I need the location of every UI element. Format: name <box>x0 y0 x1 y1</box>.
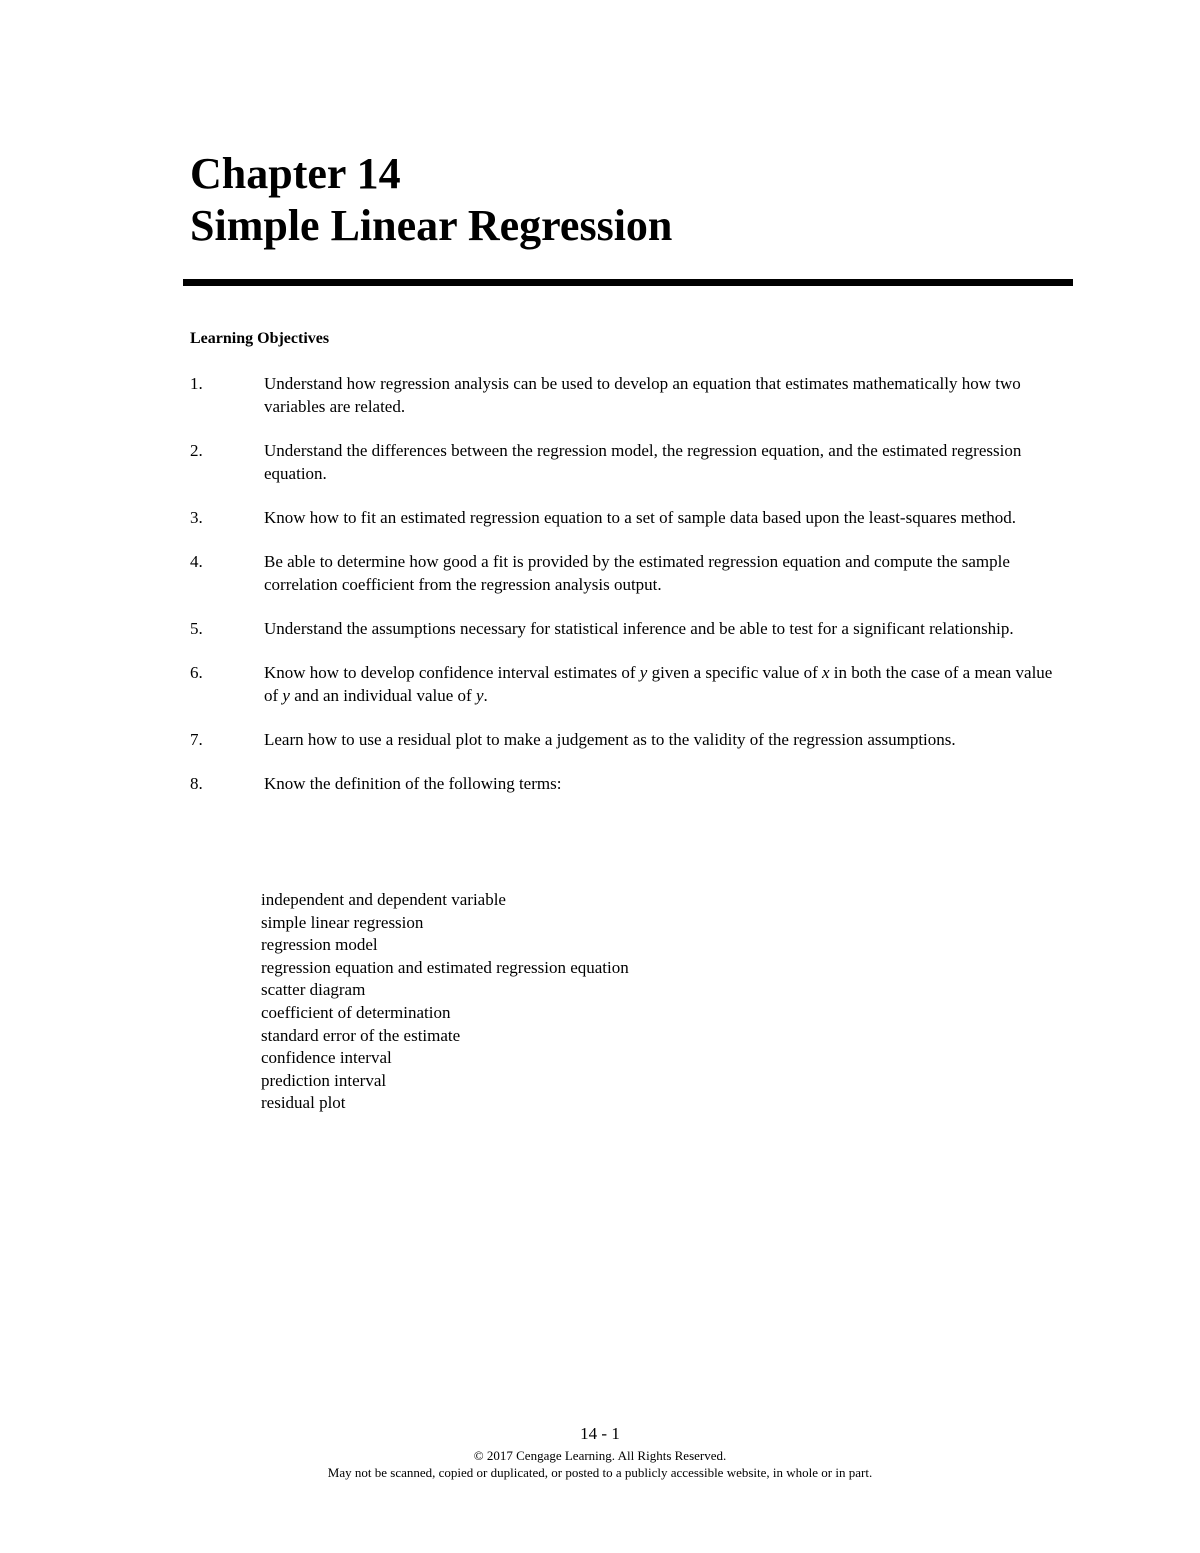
title-divider <box>183 279 1073 286</box>
objective-text: Know the definition of the following terms: <box>264 774 562 793</box>
objective-item <box>190 506 1070 529</box>
variable-y: y <box>475 686 484 705</box>
term-item: scatter diagram <box>261 980 366 1000</box>
objective-number: 4. <box>190 552 203 571</box>
objective-text: Understand the differences between the regression model, the regression equation, and the estimated regression equation. <box>264 441 1022 483</box>
term-item: confidence interval <box>261 1048 392 1068</box>
term-item: standard error of the estimate <box>261 1025 461 1045</box>
objective-number: 6. <box>190 663 203 682</box>
objective-item <box>190 372 1070 418</box>
objective-text: Understand the assumptions necessary for statistical inference and be able to test for a significant relationship. <box>264 619 1014 638</box>
distribution-disclaimer: May not be scanned, copied or duplicated, or posted to a publicly accessible website, in whole or in part. <box>327 1465 873 1480</box>
objective-text: Be able to determine how good a fit is provided by the estimated regression equation and compute the sample correlation coefficient from the regression analysis output. <box>264 552 1010 594</box>
term-item: simple linear regression <box>261 912 424 932</box>
objective-text: Understand how regression analysis can be used to develop an equation that estimates mathematically how two variables are related. <box>264 374 1021 416</box>
term-item: residual plot <box>261 1093 346 1113</box>
objective-item <box>190 439 1070 485</box>
term-item: prediction interval <box>261 1070 387 1090</box>
objective-number: 1. <box>190 374 203 393</box>
objective-number: 5. <box>190 619 203 638</box>
terms-list <box>261 889 629 1115</box>
variable-x: x <box>821 663 830 682</box>
objective-number: 2. <box>190 441 203 460</box>
objective-item <box>190 550 1070 596</box>
variable-y: y <box>282 686 290 705</box>
term-item: independent and dependent variable <box>261 890 506 909</box>
term-item: regression equation and estimated regression equation <box>261 957 629 977</box>
objectives-list <box>190 372 1070 816</box>
objective-text-part: . <box>483 686 488 705</box>
variable-y: y <box>639 663 648 682</box>
objective-item <box>190 772 1070 795</box>
objective-text-part: and an individual value of <box>289 686 476 705</box>
objective-number: 8. <box>190 774 203 793</box>
objective-item <box>190 661 1070 707</box>
copyright-notice: © 2017 Cengage Learning. All Rights Reserved. <box>473 1448 727 1463</box>
term-item: coefficient of determination <box>261 1002 451 1022</box>
objective-text-part: Know how to develop confidence interval estimates of <box>264 663 640 682</box>
objective-text: Know how to fit an estimated regression equation to a set of sample data based upon the least-squares method. <box>264 508 1017 527</box>
section-heading: Learning Objectives <box>190 330 330 347</box>
objective-text <box>264 663 1052 705</box>
chapter-number: Chapter 14 <box>190 149 401 198</box>
objective-text-part: in both the case of a mean value of <box>264 663 1053 705</box>
objective-item <box>190 728 1070 751</box>
objective-number: 3. <box>190 508 203 527</box>
objective-number: 7. <box>190 730 203 749</box>
objective-text: Learn how to use a residual plot to make a judgement as to the validity of the regression assumptions. <box>264 730 956 749</box>
chapter-title <box>190 148 672 252</box>
chapter-name: Simple Linear Regression <box>190 201 673 250</box>
term-item: regression model <box>261 935 378 955</box>
objective-text-part: given a specific value of <box>647 663 822 682</box>
page-number: 14 - 1 <box>580 1424 620 1443</box>
objective-item <box>190 617 1070 640</box>
